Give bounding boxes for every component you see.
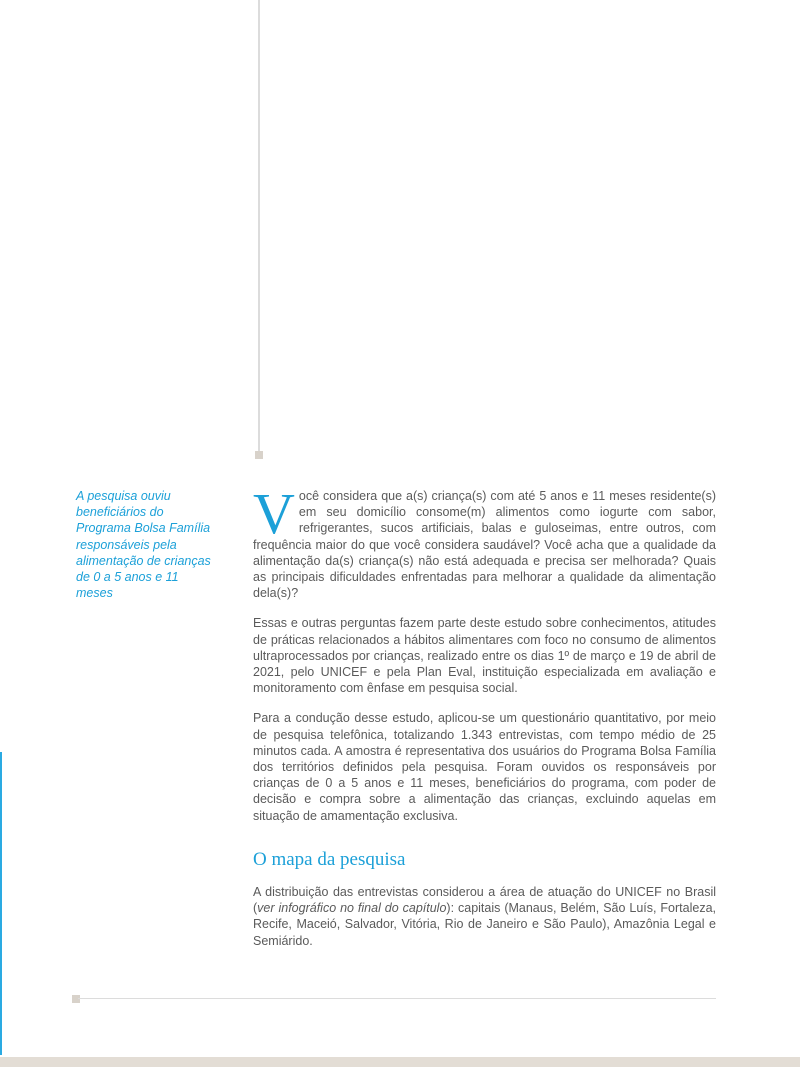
sidebar-pull-quote: A pesquisa ouviu beneficiários do Programa Bolsa Família responsáveis pela alimentação de crianças de 0 a 5 anos e 11 meses [76, 489, 211, 601]
horizontal-rule [78, 998, 716, 999]
infographic-reference: ver infográfico no final do capítulo [257, 901, 447, 916]
intro-paragraph [253, 481, 716, 601]
paragraph-methodology: Para a condução desse estudo, aplicou-se um questionário quantitativo, por meio de pesquisa telefônica, totalizando 1.343 entrevistas, com tempo médio de 25 minutos cada. A amostra é representativa dos usuários do Programa Bolsa Família dos territórios definidos pela pesquisa. Foram ouvidos os responsáveis por crianças de 0 a 5 anos e 11 meses, beneficiários do programa, com poder de decisão e compra sobre a alimentação das crianças, excluindo aquelas em situação de amamentação exclusiva. [253, 711, 716, 823]
drop-cap: V [253, 481, 295, 546]
paragraph-distribution-end: ): capitais (Manaus, Belém, São Luís, Fortaleza, Recife, Maceió, Salvador, Vitória, Rio de Janeiro e São Paulo), Amazônia Legal e Semiárido. [253, 901, 716, 948]
footer-band [0, 1057, 800, 1067]
horizontal-rule-end-marker [72, 995, 80, 1003]
article-body [253, 481, 716, 963]
vertical-rule-end-marker [255, 451, 263, 459]
section-heading: O mapa da pesquisa [253, 848, 406, 870]
paragraph-distribution [253, 884, 716, 949]
left-edge-accent-line [0, 752, 2, 1055]
intro-paragraph-text: ocê considera que a(s) criança(s) com até 5 anos e 11 meses residente(s) em seu domicílio consome(m) alimentos como iogurte com sabor, refrigerantes, sucos artificiais, balas e guloseimas, entre outros, com frequência maior do que você considera saudável? Você acha que a qualidade da alimentação da(s) criança(s) não está adequada e precisa ser melhorada? Quais as principais dificuldades enfrentadas para melhorar a qualidade da alimentação dela(s)? [253, 489, 716, 601]
paragraph-study-context: Essas e outras perguntas fazem parte deste estudo sobre conhecimentos, atitudes de práticas relacionados a hábitos alimentares com foco no consumo de alimentos ultraprocessados por crianças, realizado entre os dias 1º de março e 19 de abril de 2021, pelo UNICEF e pela Plan Eval, instituição especializada em avaliação e monitoramento com ênfase em pesquisa social. [253, 616, 716, 696]
vertical-rule [258, 0, 260, 451]
paragraph-distribution-start: A distribuição das entrevistas considerou a área de atuação do UNICEF no Brasil ( [253, 885, 716, 916]
